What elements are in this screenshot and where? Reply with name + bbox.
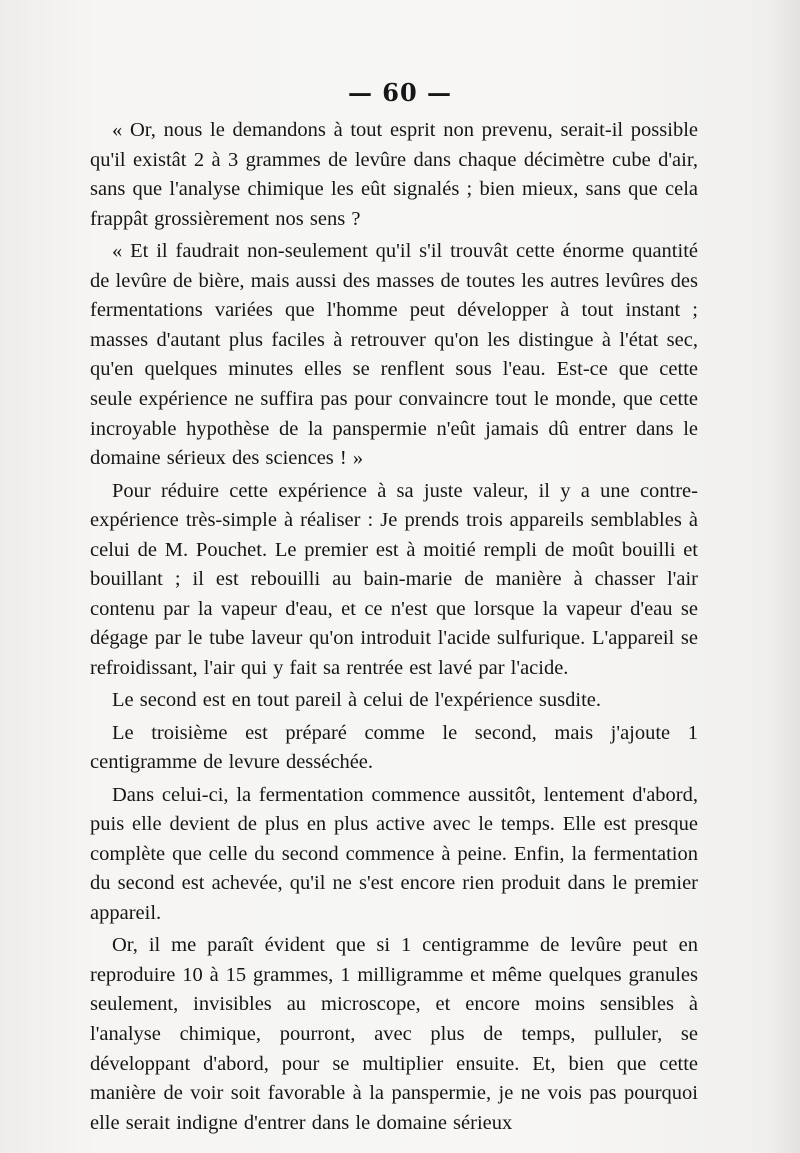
paragraph-3: Pour réduire cette expérience à sa juste valeur, il y a une contre-expérience très-simple à réaliser : Je prends trois appareils semblables à celui de M. Pouchet. Le premier est à moitié rempli de moût bouilli et bouillant ; il est rebouilli au bain-marie de manière à chasser l'air contenu par la vapeur d'eau, et ce n'est que lorsque la vapeur d'eau se dégage par le tube laveur qu'on introduit l'acide sulfurique. L'appareil se refroidissant, l'air qui y fait sa rentrée est lavé par l'acide.	[90, 479, 698, 680]
body-text	[90, 116, 698, 1138]
paragraph-1: « Or, nous le demandons à tout esprit non prevenu, serait-il possible qu'il existât 2 à 3 grammes de levûre dans chaque décimètre cube d'air, sans que l'analyse chimique les eût signalés ; bien mieux, sans que cela frappât grossièrement nos sens ?	[90, 119, 698, 230]
page-number: — 60 —	[347, 78, 453, 107]
paragraph-6: Dans celui-ci, la fermentation commence aussitôt, lentement d'abord, puis elle devient de plus en plus active avec le temps. Elle est presque complète que celle du second commence à peine. Enfin, la fermentation du second est achevée, qu'il ne s'est encore rien produit dans le premier appareil.	[90, 783, 698, 924]
paragraph-5: Le troisième est préparé comme le second, mais j'ajoute 1 centigramme de levure desséchée.	[90, 721, 698, 774]
page-edge-shadow	[766, 0, 800, 1153]
paragraph-7: Or, il me paraît évident que si 1 centigramme de levûre peut en reproduire 10 à 15 grammes, 1 milligramme et même quelques granules seulement, invisibles au microscope, et encore moins sensibles à l'analyse chimique, pourront, avec plus de temps, pulluler, se développant d'abord, pour se multiplier ensuite. Et, bien que cette manière de voir soit favorable à la panspermie, je ne vois pas pourquoi elle serait indigne d'entrer dans le domaine sérieux	[90, 934, 698, 1134]
paragraph-2: « Et il faudrait non-seulement qu'il s'il trouvât cette énorme quantité de levûre de bière, mais aussi des masses de toutes les autres levûres des fermentations variées que l'homme peut développer à tout instant ; masses d'autant plus faciles à retrouver qu'on les distingue à l'état sec, qu'en quelques minutes elles se renflent sous l'eau. Est-ce que cette seule expérience ne suffira pas pour convaincre tout le monde, que cette incroyable hypothèse de la panspermie n'eût jamais dû entrer dans le domaine sérieux des sciences ! »	[90, 240, 698, 470]
paragraph-4: Le second est en tout pareil à celui de l'expérience susdite.	[112, 689, 601, 712]
